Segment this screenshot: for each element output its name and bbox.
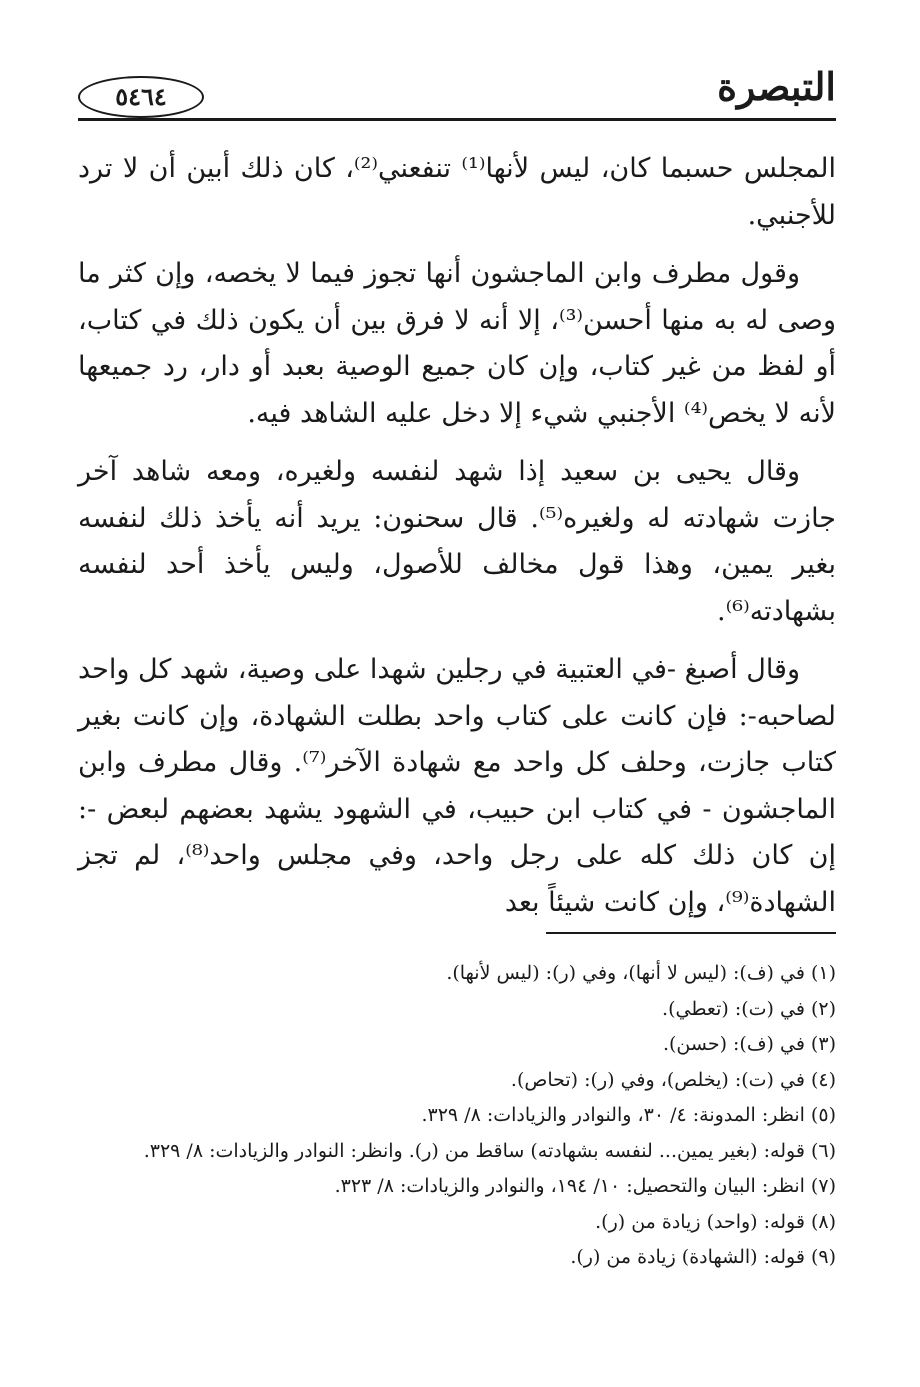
footnote: (٤) في (ت): (يخلص)، وفي (ر): (تحاص). (510, 1068, 836, 1091)
footnote: (٩) قوله: (الشهادة) زيادة من (ر). (570, 1246, 836, 1268)
footnote: (٣) في (ف): (حسن). (662, 1033, 836, 1055)
main-text (78, 146, 836, 938)
footnote: (٢) في (ت): (تعطي). (662, 997, 836, 1020)
book-title: التبصرة (717, 64, 836, 109)
paragraph: وقال يحيى بن سعيد إذا شهد لنفسه ولغيره، ومعه شاهد آخر جازت شهادته له ولغيره⁽⁵⁾. قال سحنون: يريد أنه يأخذ ذلك لنفسه بغير يمين، وهذا قول مخالف للأصول، وليس يأخذ أحد لنفسه بشهادته⁽⁶⁾. (78, 456, 836, 627)
footnotes (78, 956, 836, 1276)
footnote-separator (546, 932, 836, 934)
header-rule (78, 118, 836, 121)
page-number: ٥٤٦٤ (115, 82, 167, 111)
footnote: (٦) قوله: (بغير يمين... لنفسه بشهادته) ساقط من (ر). وانظر: النوادر والزيادات: ٨/ ٣٢٩. (143, 1139, 836, 1162)
footnote: (١) في (ف): (ليس لا أنها)، وفي (ر): (ليس لأنها). (446, 962, 836, 984)
paragraph: وقال أصبغ -في العتبية في رجلين شهدا على وصية، شهد كل واحد لصاحبه-: فإن كانت على كتاب واحد بطلت الشهادة، وإن كانت بغير كتاب جازت، وحلف كل واحد مع شهادة الآخر⁽⁷⁾. وقال مطرف وابن الماجشون - في كتاب ابن حبيب، في الشهود يشهد بعضهم لبعض -: إن كان ذلك كله على رجل واحد، وفي مجلس واحد⁽⁸⁾، لم تجز الشهادة⁽⁹⁾، وإن كانت شيئاً بعد (78, 654, 836, 918)
paragraph: المجلس حسبما كان، ليس لأنها⁽¹⁾ تنفعني⁽²⁾، كان ذلك أبين أن لا ترد للأجنبي. (78, 153, 837, 231)
page-number-badge (78, 76, 204, 118)
footnote: (٨) قوله: (واحد) زيادة من (ر). (595, 1210, 836, 1233)
footnote: (٧) انظر: البيان والتحصيل: ١٠/ ١٩٤، والنوادر والزيادات: ٨/ ٣٢٣. (334, 1175, 836, 1197)
paragraph: وقول مطرف وابن الماجشون أنها تجوز فيما لا يخصه، وإن كثر ما وصى له به منها أحسن⁽³⁾، إلا أنه لا فرق بين أن يكون ذلك في كتاب، أو لفظ من غير كتاب، وإن كان جميع الوصية بعبد أو دار، رد جميعها لأنه لا يخص⁽⁴⁾ الأجنبي شيء إلا دخل عليه الشاهد فيه. (78, 258, 836, 429)
page-header (78, 58, 836, 128)
footnote: (٥) انظر: المدونة: ٤/ ٣٠، والنوادر والزيادات: ٨/ ٣٢٩. (421, 1104, 836, 1126)
